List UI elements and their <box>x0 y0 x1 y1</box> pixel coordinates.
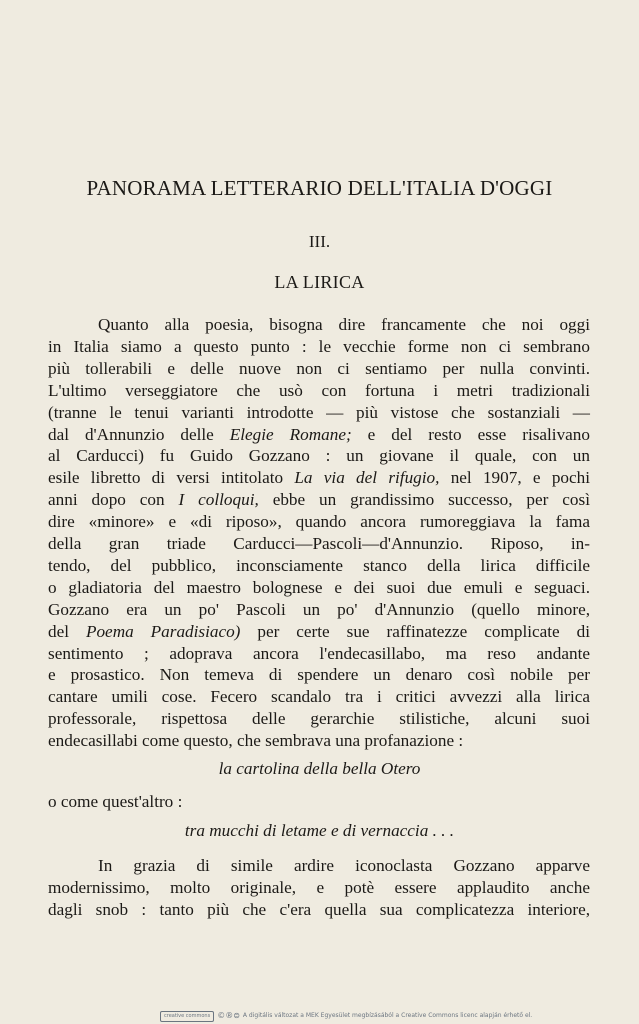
cc-logo: creative commons <box>160 1011 214 1022</box>
italic-title: Elegie Romane; <box>229 424 352 444</box>
text-line <box>48 708 590 730</box>
text-segment: più tollerabili e delle nuove non ci sentiamo per nulla convinti. <box>48 358 590 378</box>
text-line <box>48 402 590 424</box>
text-segment: tendo, del pubblico, inconsciamente stanco della lirica difficile <box>48 555 590 575</box>
text-segment: (tranne le tenui varianti introdotte — più vistose che sostanziali — <box>48 402 590 422</box>
license-footer <box>160 1010 533 1022</box>
verse-quote-2: tra mucchi di letame e di vernaccia . . . <box>184 821 455 840</box>
text-line <box>48 621 590 643</box>
italic-title: La via del rifugio, <box>294 468 440 488</box>
text-line <box>98 314 590 336</box>
connector-line: o come quest'altro : <box>48 792 183 811</box>
text-segment: Gozzano era un po' Pascoli un po' d'Annunzio (quello minore, <box>48 599 590 619</box>
text-segment: sentimento ; adoprava ancora l'endecasillabo, ma reso andante <box>48 643 590 663</box>
verse-quote-1: la cartolina della bella Otero <box>218 759 421 778</box>
text-line <box>48 380 590 402</box>
text-line: modernissimo, molto originale, e potè essere applaudito anche <box>48 878 590 897</box>
text-line <box>48 358 590 380</box>
section-heading: LA LIRICA <box>274 272 365 292</box>
page-title: PANORAMA LETTERARIO DELL'ITALIA D'OGGI <box>86 176 553 200</box>
text-segment: ebbe un grandissimo successo, per così <box>258 490 590 510</box>
text-segment: L'ultimo verseggiatore che usò con fortuna i metri tradizionali <box>48 380 590 400</box>
text-segment: dal d'Annunzio delle <box>48 424 230 444</box>
text-line <box>48 445 590 467</box>
italic-title: Poema Paradisiaco) <box>85 621 241 641</box>
text-segment: e del resto esse risalivano <box>351 424 590 444</box>
text-segment: al Carducci) fu Guido Gozzano : un giovane il quale, con un <box>48 446 590 466</box>
text-line <box>48 533 590 555</box>
text-segment: o gladiatoria del maestro bolognese e dei suoi due emuli e seguaci. <box>48 577 590 597</box>
section-number: III. <box>308 232 331 251</box>
text-line <box>48 577 590 599</box>
text-segment: cantare umili cose. Fecero scandalo tra i critici avvezzi alla lirica <box>48 687 590 707</box>
text-line <box>48 424 590 446</box>
text-segment: professorale, rispettosa delle gerarchie stilistiche, alcuni suoi <box>48 709 590 729</box>
text-line <box>48 467 590 489</box>
text-segment: endecasillabi come questo, che sembrava una profanazione : <box>48 731 464 751</box>
text-segment: anni dopo con <box>48 490 179 510</box>
text-line <box>48 489 590 511</box>
text-segment: in Italia siamo a questo punto : le vecchie forme non ci sembrano <box>48 336 590 356</box>
text-segment: nel 1907, e pochi <box>439 468 590 488</box>
text-segment: e prosastico. Non temeva di spendere un denaro così nobile per <box>48 665 590 685</box>
text-line <box>48 599 590 621</box>
text-segment: esile libretto di versi intitolato <box>48 468 295 488</box>
text-segment: del <box>48 621 86 641</box>
license-text: A digitális változat a MEK Egyesület megbízásából a Creative Commons licenc alapján érhető el. <box>242 1012 533 1019</box>
text-segment: Quanto alla poesia, bisogna dire francamente che noi oggi <box>98 315 590 334</box>
italic-title: I colloqui, <box>178 490 259 510</box>
text-segment: della gran triade Carducci—Pascoli—d'Annunzio. Riposo, in- <box>48 534 590 553</box>
text-segment: dire «minore» e «di riposo», quando ancora rumoreggiava la fama <box>48 512 590 532</box>
text-line <box>48 643 590 665</box>
text-line <box>48 686 590 708</box>
text-line <box>48 511 590 533</box>
text-line <box>48 336 590 358</box>
text-line <box>48 730 590 752</box>
text-segment: per certe sue raffinatezze complicate di <box>240 621 590 641</box>
text-line <box>48 555 590 577</box>
text-line <box>48 664 590 686</box>
cc-license-icons: ©®⊜ <box>217 1011 240 1020</box>
text-line: In grazia di simile ardire iconoclasta Gozzano apparve <box>98 856 590 875</box>
text-line: dagli snob : tanto più che c'era quella sua complicatezza interiore, <box>48 900 590 919</box>
